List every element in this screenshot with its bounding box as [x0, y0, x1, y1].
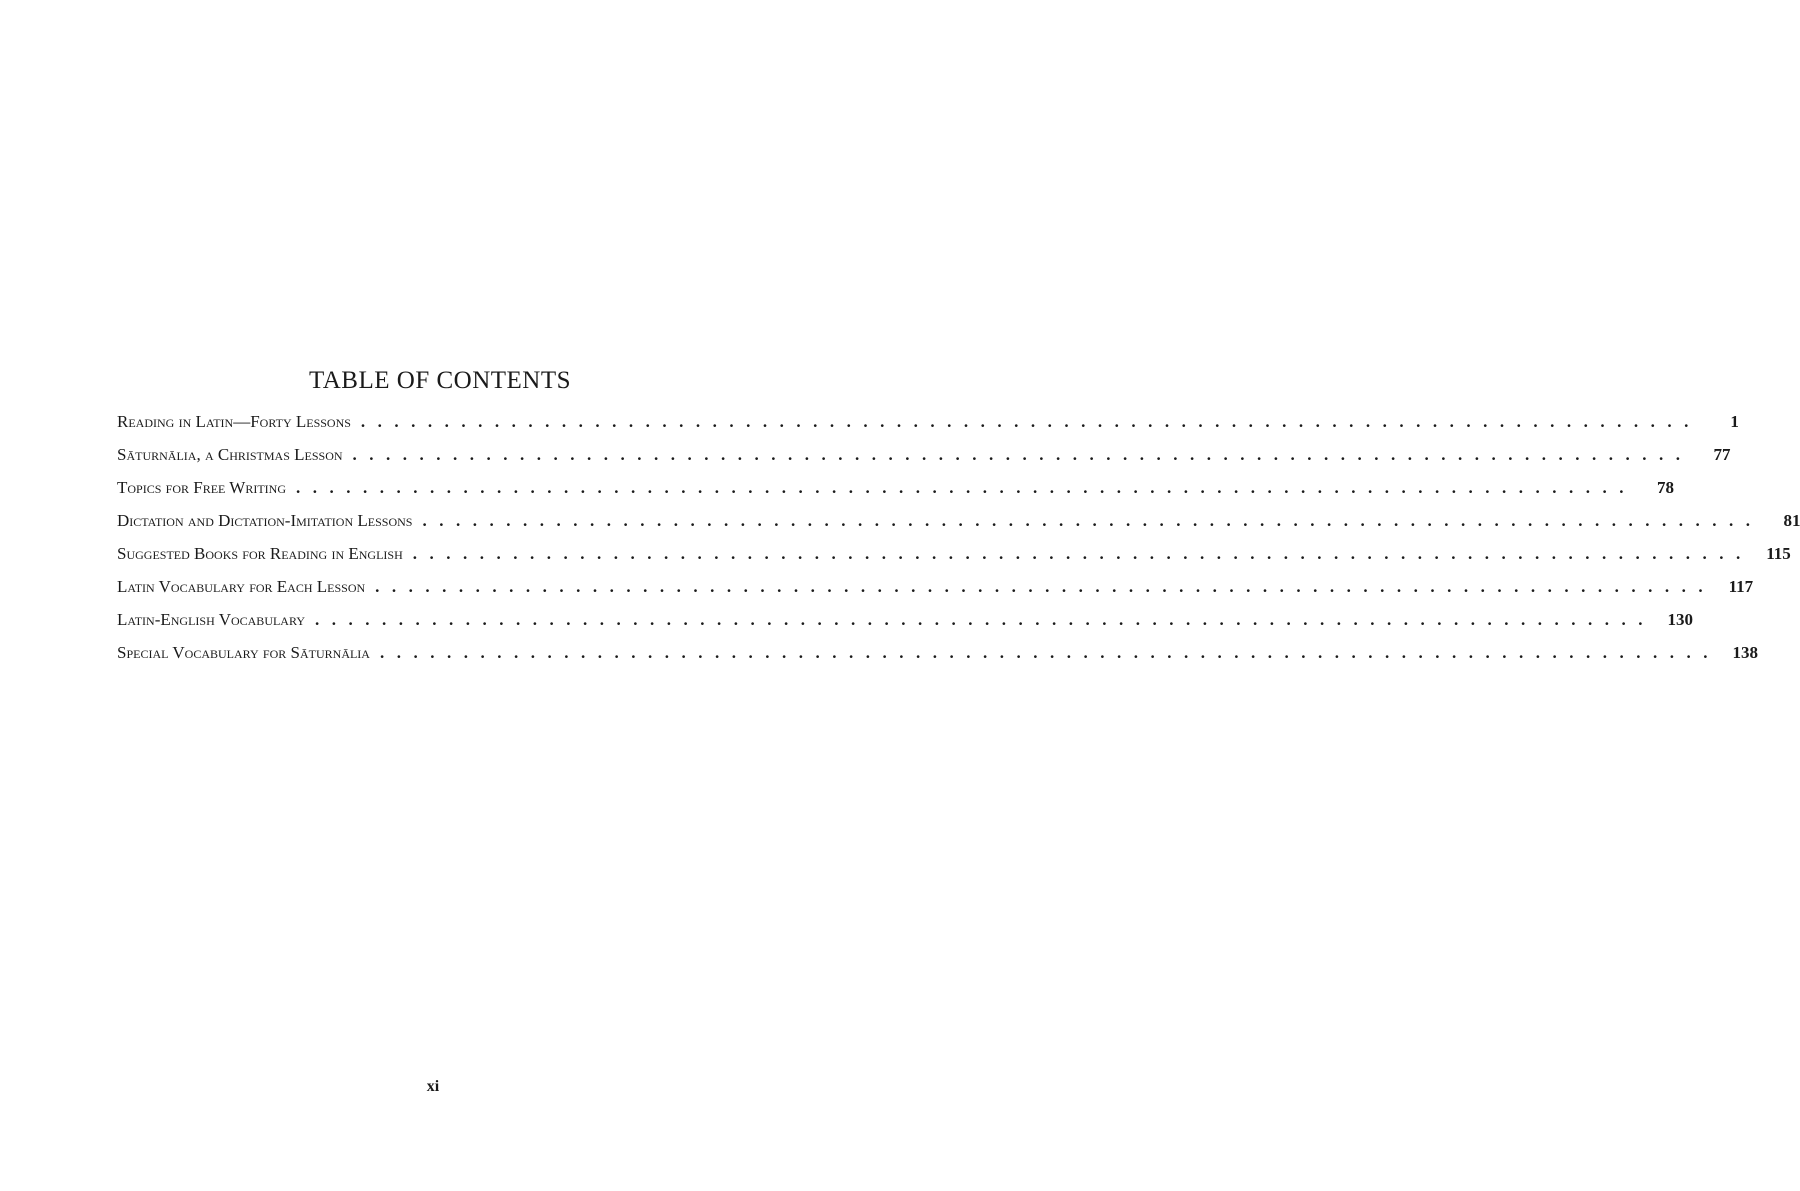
- toc-entry-page: 1: [1730, 412, 1739, 431]
- toc-entry: [117, 544, 1791, 577]
- toc-entry-page: 117: [1728, 577, 1754, 596]
- toc-entry: [117, 511, 1800, 544]
- toc-entry-label: Topics for Free Writing: [117, 478, 287, 497]
- toc-entry: [117, 478, 1675, 511]
- toc-entry: [117, 412, 1739, 445]
- dot-leader: ................................................................................: [422, 511, 1763, 530]
- dot-leader: ................................................................................: [379, 643, 1720, 662]
- toc-entry-page: 138: [1732, 643, 1758, 662]
- toc-entry-label: Special Vocabulary for Sāturnālia: [117, 643, 370, 662]
- toc-entry-label: Reading in Latin—Forty Lessons: [117, 412, 351, 431]
- dot-leader: ................................................................................: [352, 445, 1693, 464]
- dot-leader: ................................................................................: [296, 478, 1637, 497]
- toc-entry: [117, 577, 1754, 610]
- toc-entry-page: 77: [1713, 445, 1731, 464]
- dot-leader: ................................................................................: [412, 544, 1753, 563]
- toc-entry-label: Dictation and Dictation-Imitation Lessons: [117, 511, 413, 530]
- toc-entry-page: 78: [1657, 478, 1675, 497]
- toc-entry-label: Suggested Books for Reading in English: [117, 544, 403, 563]
- toc-entry: [117, 643, 1758, 676]
- toc-entry: [117, 445, 1731, 478]
- toc-entry-label: Latin-English Vocabulary: [117, 610, 305, 629]
- toc-list: [117, 412, 1800, 676]
- dot-leader: ................................................................................: [315, 610, 1655, 629]
- toc-entry-page: 130: [1667, 610, 1693, 629]
- dot-leader: ................................................................................: [360, 412, 1701, 431]
- toc-entry-page: 81: [1783, 511, 1800, 530]
- toc-entry-label: Latin Vocabulary for Each Lesson: [117, 577, 366, 596]
- page-title: TABLE OF CONTENTS: [308, 367, 572, 394]
- page-number: xi: [426, 1078, 440, 1095]
- toc-entry-label: Sāturnālia, a Christmas Lesson: [117, 445, 343, 464]
- toc-entry: [117, 610, 1693, 643]
- dot-leader: ................................................................................: [375, 577, 1716, 596]
- toc-entry-page: 115: [1766, 544, 1791, 563]
